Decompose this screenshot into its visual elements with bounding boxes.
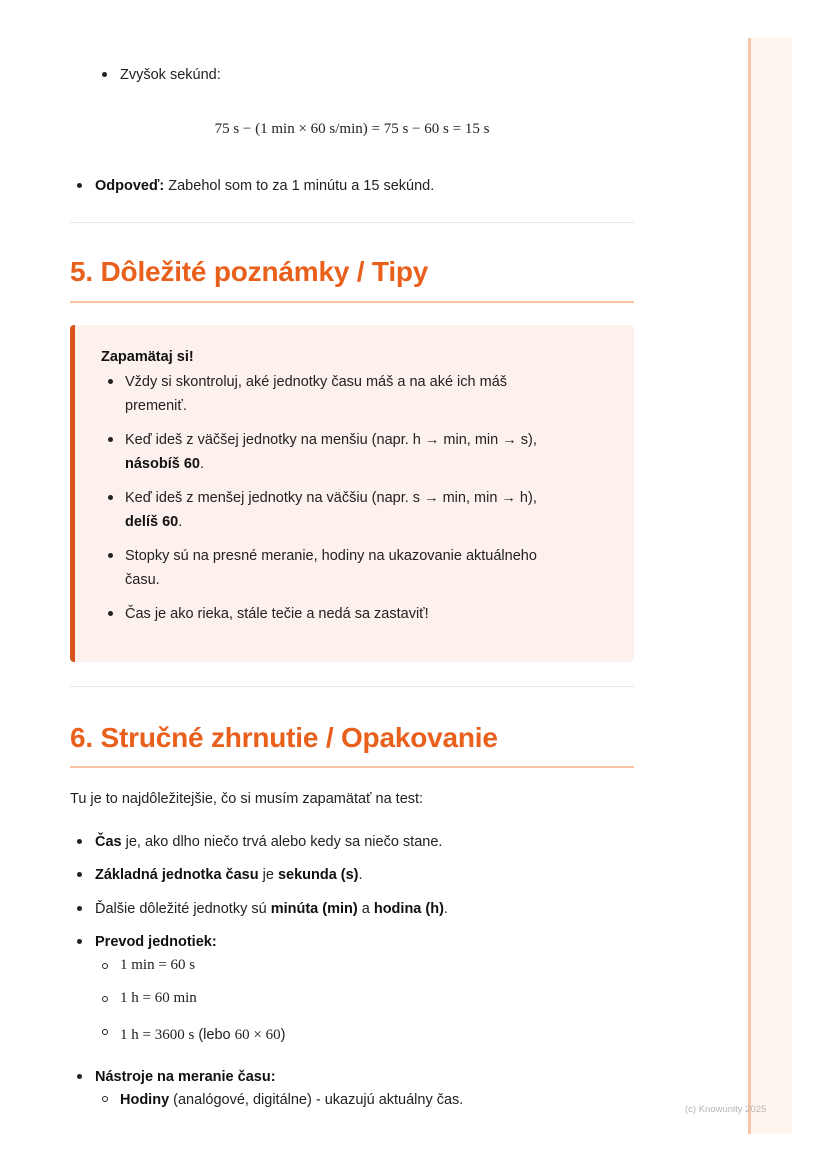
- bullet-dot: [108, 437, 113, 442]
- tip-1-line1: Vždy si skontroluj, aké jednotky času máš a na aké ich máš: [125, 374, 508, 390]
- sub-bullet-circle: [102, 1096, 108, 1102]
- tip-2-line2: [125, 452, 537, 476]
- tip-item-3: [125, 486, 537, 534]
- copyright-watermark: (c) Knowunity 2025: [685, 1104, 767, 1115]
- tip-3-tail: .: [178, 514, 183, 530]
- answer-label: Odpoveď:: [95, 178, 165, 194]
- item2-bold2: sekunda (s): [277, 867, 359, 883]
- remainder-formula: 75 s − (1 min × 60 s/min) = 75 s − 60 s = 15 s: [214, 121, 490, 137]
- bullet-dot: [77, 183, 82, 188]
- summary-item-1: [95, 830, 442, 854]
- tip-3-bold: delíš 60: [125, 514, 179, 530]
- section5-heading: 5. Dôležité poznámky / Tipy: [70, 256, 429, 287]
- conversion-1: 1 min = 60 s: [120, 957, 196, 973]
- bullet-dot: [77, 906, 82, 911]
- item5-bold: Nástroje na meranie času:: [95, 1069, 276, 1085]
- tool-item-1: [120, 1088, 463, 1112]
- tip-box: [70, 325, 634, 662]
- tool1-bold: Hodiny: [120, 1092, 170, 1108]
- tip-2-tail: .: [199, 456, 204, 472]
- tip-4-line2: času.: [125, 572, 160, 588]
- item2-bold1: Základná jednotka času: [95, 867, 259, 883]
- tip-3-line1: Keď ideš z menšej jednotky na väčšiu (napr. s → min, min → h),: [125, 490, 537, 506]
- answer-line: [95, 174, 434, 198]
- conversion-3-close: ): [280, 1027, 286, 1043]
- tip-3-line2: [125, 510, 537, 534]
- item2-mid: je: [258, 867, 278, 883]
- summary-item-5: [95, 1065, 276, 1089]
- summary-item-2: [95, 863, 363, 887]
- item3-text: Ďalšie dôležité jednotky sú: [95, 901, 271, 917]
- item1-bold: Čas: [95, 834, 122, 850]
- section5-heading-underline: [70, 301, 634, 303]
- item3-bold1: minúta (min): [270, 901, 358, 917]
- tip-2-bold: násobíš 60: [125, 456, 200, 472]
- bullet-dot: [108, 495, 113, 500]
- item2-tail: .: [358, 867, 363, 883]
- tip-item-4: [125, 544, 537, 592]
- section-divider: [70, 686, 634, 687]
- section6-heading: 6. Stručné zhrnutie / Opakovanie: [70, 722, 498, 753]
- tip-item-2: [125, 428, 537, 476]
- conversion-3-tail: (lebo: [194, 1027, 235, 1043]
- item3-tail: .: [443, 901, 448, 917]
- bullet-dot: [102, 72, 107, 77]
- remainder-label: Zvyšok sekúnd:: [120, 67, 221, 83]
- tip-box-title: Zapamätaj si!: [101, 349, 194, 365]
- tip-1-line2: premeniť.: [125, 398, 187, 414]
- bullet-dot: [108, 611, 113, 616]
- summary-item-4: [95, 930, 217, 954]
- item3-mid: a: [357, 901, 374, 917]
- tip-4-line1: Stopky sú na presné meranie, hodiny na ukazovanie aktuálneho: [125, 548, 537, 564]
- bullet-dot: [77, 1074, 82, 1079]
- bullet-dot: [77, 839, 82, 844]
- bullet-dot: [77, 939, 82, 944]
- summary-item-3: [95, 897, 448, 921]
- tip-item-1: [125, 370, 507, 418]
- conversion-3: [120, 1023, 285, 1047]
- page-side-panel: [748, 38, 792, 1134]
- answer-text: Zabehol som to za 1 minútu a 15 sekúnd.: [164, 178, 435, 194]
- tool1-text: (analógové, digitálne) - ukazujú aktuálny čas.: [169, 1092, 464, 1108]
- summary-intro: Tu je to najdôležitejšie, čo si musím zapamätať na test:: [70, 791, 424, 807]
- tip-item-5: Čas je ako rieka, stále tečie a nedá sa zastaviť!: [125, 606, 429, 622]
- item3-bold2: hodina (h): [373, 901, 444, 917]
- section-divider: [70, 222, 634, 223]
- item4-bold: Prevod jednotiek:: [95, 934, 217, 950]
- sub-bullet-circle: [102, 996, 108, 1002]
- sub-bullet-circle: [102, 963, 108, 969]
- item1-text: je, ako dlho niečo trvá alebo kedy sa niečo stane.: [121, 834, 443, 850]
- conversion-3-tail-math: 60 × 60: [234, 1027, 281, 1043]
- conversion-2: 1 h = 60 min: [120, 990, 197, 1006]
- bullet-dot: [77, 872, 82, 877]
- bullet-dot: [108, 553, 113, 558]
- tip-2-line1: Keď ideš z väčšej jednotky na menšiu (napr. h → min, min → s),: [125, 432, 537, 448]
- conversion-3-main: 1 h = 3600 s: [120, 1027, 195, 1043]
- bullet-dot: [108, 379, 113, 384]
- sub-bullet-circle: [102, 1029, 108, 1035]
- section6-heading-underline: [70, 766, 634, 768]
